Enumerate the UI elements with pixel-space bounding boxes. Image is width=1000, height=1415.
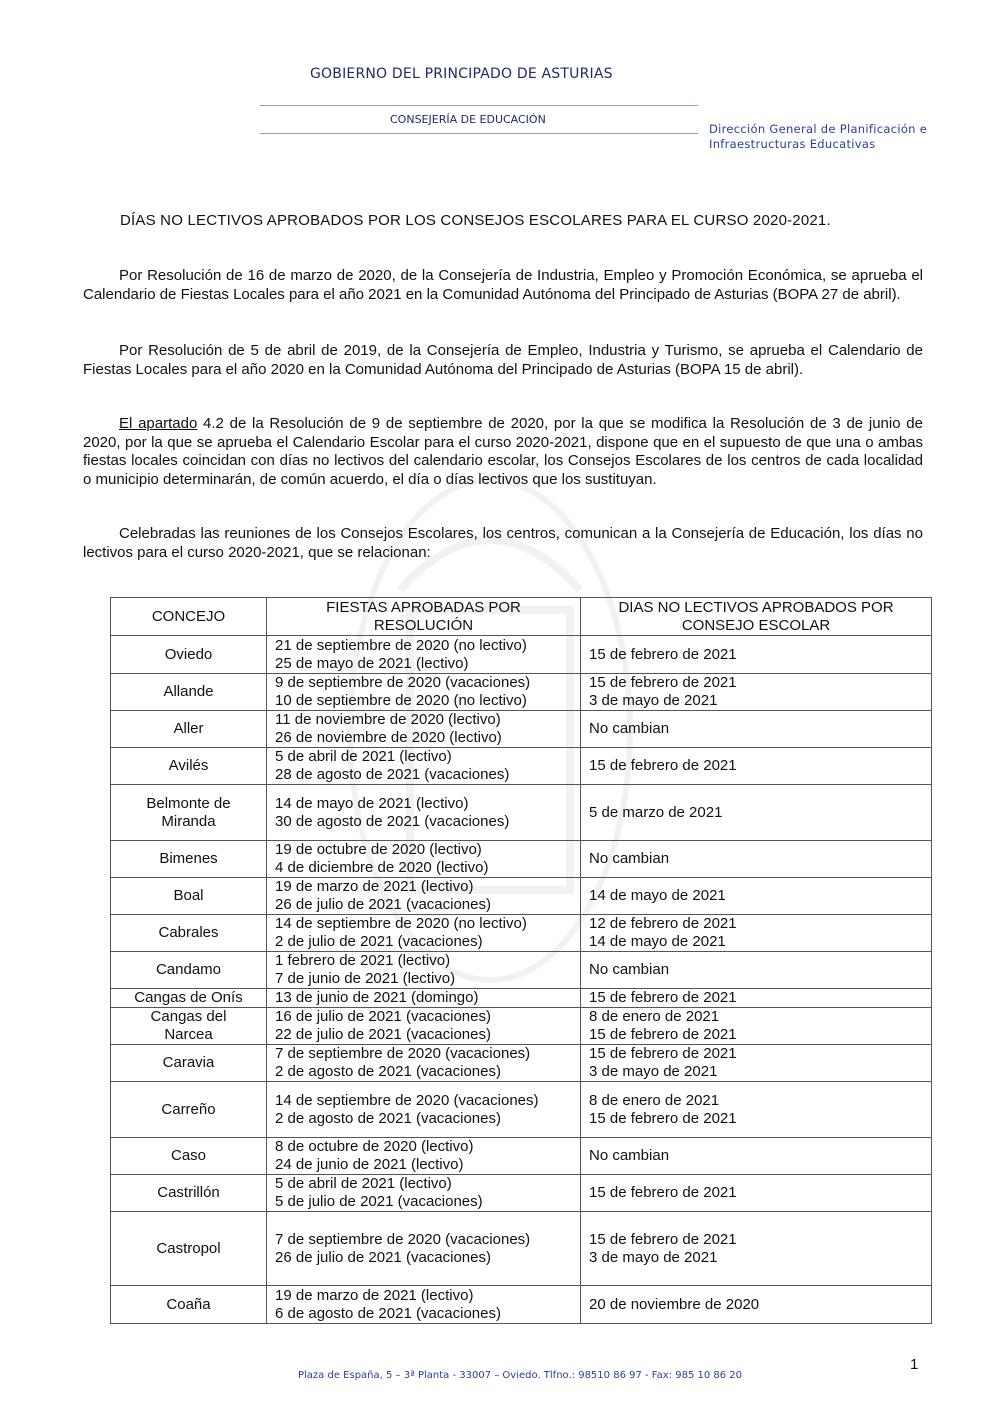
fiestas-cell-line: 8 de octubre de 2020 (lectivo) [275,1138,474,1155]
fiestas-cell [267,989,581,1008]
concejo-cell-line: Carreño [161,1100,216,1118]
fiestas-cell-line: 22 de julio de 2021 (vacaciones) [275,1026,491,1043]
table-row [111,915,932,952]
fiestas-cell [267,1045,581,1082]
no-lectivos-cell-line: 15 de febrero de 2021 [589,1109,737,1127]
table-row [111,952,932,989]
no-lectivos-cell [581,1175,932,1212]
header-concejo: CONCEJO [111,598,267,636]
table-row [111,841,932,878]
no-lectivos-cell-line: 15 de febrero de 2021 [589,674,737,691]
concejo-cell [111,1045,267,1082]
fiestas-cell-line: 25 de mayo de 2021 (lectivo) [275,654,469,672]
fiestas-cell-line: 26 de julio de 2021 (vacaciones) [275,896,491,913]
directorate-line-2: Infraestructuras Educativas [709,137,876,151]
fiestas-cell-line: 19 de marzo de 2021 (lectivo) [275,1286,474,1304]
fiestas-cell-line: 28 de agosto de 2021 (vacaciones) [275,766,510,783]
concejo-cell-line: Coaña [166,1295,211,1313]
table-row [111,1175,932,1212]
no-lectivos-cell [581,878,932,915]
no-lectivos-cell-line: 8 de enero de 2021 [589,1091,720,1109]
header-divider-bottom [260,133,698,134]
header-no-lectivos [581,598,932,636]
org-name: GOBIERNO DEL PRINCIPADO DE ASTURIAS [310,66,613,82]
fiestas-cell [267,1286,581,1324]
concejo-cell-line: Boal [173,887,204,904]
no-lectivos-cell-line: No cambian [589,850,670,867]
paragraph-2-text: Por Resolución de 5 de abril de 2019, de la Consejería de Empleo, Industria y Turismo, se aprueba el Calendario de Fiestas Locales para el año 2020 en la Comunidad Autónoma del Principado de Asturias (BOPA 15 de abril). [83,342,923,378]
page-number: 1 [910,1356,919,1373]
paragraph-3-text: 4.2 de la Resolución de 9 de septiembre de 2020, por la que se modifica la Resolución de 3 de junio de 2020, por la que se aprueba el Calendario Escolar para el curso 2020-2021, dispone que en el supuesto de que una o ambas fiestas locales coincidan con días no lectivos del calendario escolar, los Consejos Escolares de los centros de cada localidad o municipio determinarán, de común acuerdo, el día o días lectivos que los sustituyan. [83,415,923,488]
no-lectivos-cell [581,1138,932,1175]
concejo-cell-line: Miranda [161,812,216,830]
fiestas-cell-line: 26 de julio de 2021 (vacaciones) [275,1248,491,1266]
no-lectivos-cell-line: 15 de febrero de 2021 [589,1045,737,1062]
no-lectivos-cell-line: 15 de febrero de 2021 [589,645,737,663]
concejo-cell-line: Candamo [155,961,222,978]
header-fiestas-line-1: FIESTAS APROBADAS POR [326,598,521,616]
no-lectivos-cell-line: 5 de marzo de 2021 [589,803,723,821]
fiestas-cell [267,878,581,915]
table-row [111,748,932,785]
concejo-cell-line: Aller [173,720,204,737]
no-lectivos-cell-line: 14 de mayo de 2021 [589,933,726,950]
fiestas-cell [267,785,581,841]
no-lectivos-cell [581,1286,932,1324]
concejo-cell-line: Bimenes [159,850,218,867]
fiestas-cell [267,1008,581,1045]
header-divider-top [260,105,698,106]
fiestas-cell [267,915,581,952]
concejo-cell [111,878,267,915]
concejo-cell [111,915,267,952]
fiestas-cell [267,1082,581,1138]
paragraph-2 [83,342,923,379]
fiestas-cell-line: 14 de septiembre de 2020 (no lectivo) [275,915,527,932]
concejo-cell [111,711,267,748]
concejo-cell-line: Belmonte de [146,794,231,812]
table-row [111,1212,932,1286]
fiestas-cell-line: 30 de agosto de 2021 (vacaciones) [275,812,510,830]
concejo-cell-line: Cangas del [150,1008,227,1025]
fiestas-cell-line: 7 de septiembre de 2020 (vacaciones) [275,1230,531,1248]
no-lectivos-cell-line: 3 de mayo de 2021 [589,1248,718,1266]
no-lectivos-cell-line: 12 de febrero de 2021 [589,915,737,932]
no-lectivos-cell-line: 3 de mayo de 2021 [589,692,718,709]
no-lectivos-cell [581,1008,932,1045]
no-lectivos-cell [581,841,932,878]
table-row [111,785,932,841]
concejo-cell [111,1286,267,1324]
table-row [111,989,932,1008]
fiestas-cell-line: 10 de septiembre de 2020 (no lectivo) [275,692,527,709]
fiestas-cell-line: 24 de junio de 2021 (lectivo) [275,1156,464,1173]
fiestas-cell-line: 7 de septiembre de 2020 (vacaciones) [275,1045,531,1062]
header-no-lectivos-line-1: DIAS NO LECTIVOS APROBADOS POR [618,598,894,616]
fiestas-cell [267,1212,581,1286]
concejo-cell [111,785,267,841]
fiestas-cell-line: 2 de agosto de 2021 (vacaciones) [275,1063,501,1080]
department-name: CONSEJERÍA DE EDUCACIÓN [390,113,546,126]
fiestas-cell-line: 13 de junio de 2021 (domingo) [275,989,479,1006]
concejo-cell [111,1175,267,1212]
concejo-cell-line: Caso [170,1147,207,1164]
fiestas-cell-line: 6 de agosto de 2021 (vacaciones) [275,1304,501,1322]
fiestas-cell-line: 26 de noviembre de 2020 (lectivo) [275,729,502,746]
fiestas-cell-line: 2 de agosto de 2021 (vacaciones) [275,1109,501,1127]
concejo-cell-line: Avilés [168,757,209,774]
concejo-cell [111,1082,267,1138]
no-lectivos-cell [581,748,932,785]
concejo-cell-line: Allande [163,683,214,700]
no-lectivos-cell-line: 15 de febrero de 2021 [589,1230,737,1248]
no-lectivos-cell-line: 14 de mayo de 2021 [589,887,726,904]
holidays-table [110,597,932,1324]
fiestas-cell-line: 14 de mayo de 2021 (lectivo) [275,794,469,812]
fiestas-cell-line: 19 de marzo de 2021 (lectivo) [275,878,474,895]
fiestas-cell-line: 5 de abril de 2021 (lectivo) [275,1175,452,1192]
concejo-cell-line: Caravia [162,1054,215,1071]
fiestas-cell-line: 2 de julio de 2021 (vacaciones) [275,933,483,950]
no-lectivos-cell [581,1045,932,1082]
concejo-cell-line: Cangas de Onís [134,989,243,1006]
paragraph-3 [83,415,923,489]
fiestas-cell-line: 14 de septiembre de 2020 (vacaciones) [275,1091,539,1109]
no-lectivos-cell-line: No cambian [589,961,670,978]
table-row [111,674,932,711]
fiestas-cell [267,1175,581,1212]
table-row [111,1138,932,1175]
concejo-cell-line: Castrillón [157,1184,220,1201]
fiestas-cell-line: 7 de junio de 2021 (lectivo) [275,970,456,987]
table-row [111,1008,932,1045]
fiestas-cell-line: 9 de septiembre de 2020 (vacaciones) [275,674,531,691]
fiestas-cell-line: 16 de julio de 2021 (vacaciones) [275,1008,491,1025]
document-title: DÍAS NO LECTIVOS APROBADOS POR LOS CONSEJOS ESCOLARES PARA EL CURSO 2020-2021. [120,212,831,229]
paragraph-4 [83,525,923,562]
no-lectivos-cell [581,674,932,711]
no-lectivos-cell [581,711,932,748]
no-lectivos-cell [581,636,932,674]
fiestas-cell [267,952,581,989]
header-fiestas [267,598,581,636]
concejo-cell-line: Castropol [156,1239,221,1257]
fiestas-cell-line: 1 febrero de 2021 (lectivo) [275,952,451,969]
holidays-table-body [111,598,932,1324]
no-lectivos-cell [581,952,932,989]
fiestas-cell-line: 11 de noviembre de 2020 (lectivo) [275,711,501,728]
concejo-cell [111,989,267,1008]
no-lectivos-cell-line: 20 de noviembre de 2020 [589,1295,760,1313]
table-row [111,878,932,915]
no-lectivos-cell [581,1082,932,1138]
no-lectivos-cell [581,1212,932,1286]
fiestas-cell-line: 4 de diciembre de 2020 (lectivo) [275,859,489,876]
concejo-cell [111,748,267,785]
concejo-cell [111,952,267,989]
no-lectivos-cell-line: 15 de febrero de 2021 [589,1184,737,1201]
paragraph-4-text: Celebradas las reuniones de los Consejos Escolares, los centros, comunican a la Consejería de Educación, los días no lectivos para el curso 2020-2021, que se relacionan: [83,525,923,561]
directorate-name [709,122,927,152]
directorate-line-1: Dirección General de Planificación e [709,122,928,136]
no-lectivos-cell-line: No cambian [589,1147,670,1164]
fiestas-cell [267,841,581,878]
no-lectivos-cell [581,785,932,841]
fiestas-cell [267,711,581,748]
fiestas-cell [267,674,581,711]
no-lectivos-cell-line: 15 de febrero de 2021 [589,757,737,774]
no-lectivos-cell-line: 15 de febrero de 2021 [589,1026,737,1043]
no-lectivos-cell-line: 3 de mayo de 2021 [589,1063,718,1080]
no-lectivos-cell [581,989,932,1008]
no-lectivos-cell-line: 15 de febrero de 2021 [589,989,737,1006]
apartado-link[interactable]: El apartado [119,415,198,432]
fiestas-cell [267,1138,581,1175]
table-row [111,711,932,748]
fiestas-cell-line: 19 de octubre de 2020 (lectivo) [275,841,482,858]
fiestas-cell-line: 5 de julio de 2021 (vacaciones) [275,1193,483,1210]
no-lectivos-cell-line: 8 de enero de 2021 [589,1008,720,1025]
table-row [111,636,932,674]
concejo-cell-line: Cabrales [158,924,219,941]
concejo-cell [111,1008,267,1045]
concejo-cell [111,636,267,674]
table-row [111,1082,932,1138]
fiestas-cell-line: 21 de septiembre de 2020 (no lectivo) [275,636,527,654]
table-header-row [111,598,932,636]
paragraph-1-text: Por Resolución de 16 de marzo de 2020, de la Consejería de Industria, Empleo y Promoción Económica, se aprueba el Calendario de Fiestas Locales para el año 2021 en la Comunidad Autónoma del Principado de Asturias (BOPA 27 de abril). [83,267,923,303]
fiestas-cell [267,748,581,785]
concejo-cell-line: Narcea [164,1026,213,1043]
concejo-cell-line: Oviedo [164,645,213,663]
footer-address: Plaza de España, 5 – 3ª Planta - 33007 – Oviedo. Tlfno.: 98510 86 97 - Fax: 985 10 86 20 [298,1370,743,1381]
header-no-lectivos-line-2: CONSEJO ESCOLAR [681,616,831,634]
paragraph-1 [83,267,923,304]
concejo-cell [111,1138,267,1175]
table-row [111,1045,932,1082]
table-row [111,1286,932,1324]
concejo-cell [111,674,267,711]
no-lectivos-cell [581,915,932,952]
fiestas-cell [267,636,581,674]
header-fiestas-line-2: RESOLUCIÓN [373,616,474,634]
no-lectivos-cell-line: No cambian [589,720,670,737]
concejo-cell [111,841,267,878]
concejo-cell [111,1212,267,1286]
fiestas-cell-line: 5 de abril de 2021 (lectivo) [275,748,452,765]
